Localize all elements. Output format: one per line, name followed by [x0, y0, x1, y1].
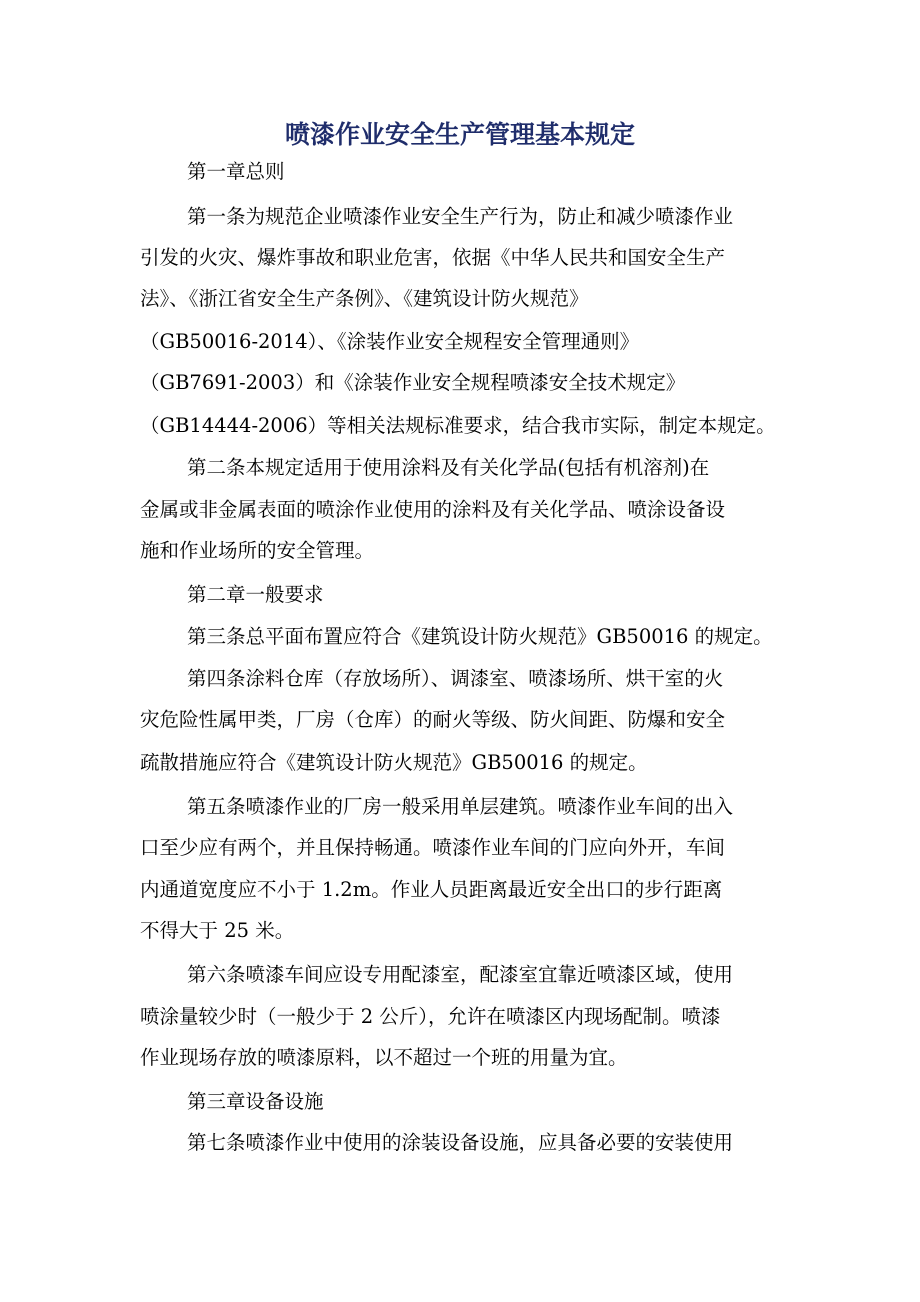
text-line: 第三条总平面布置应符合《建筑设计防火规范》GB50016 的规定。 — [187, 625, 773, 648]
text-line: 第五条喷漆作业的厂房一般采用单层建筑。喷漆作业车间的出入 — [187, 795, 734, 818]
text-line: 法》、《浙江省安全生产条例》、《建筑设计防火规范》 — [140, 287, 589, 310]
text-line: 口至少应有两个，并且保持畅通。喷漆作业车间的门应向外开，车间 — [140, 836, 726, 859]
text-line: 喷涂量较少时（一般少于 2 公斤），允许在喷漆区内现场配制。喷漆 — [140, 1005, 721, 1028]
chapter-heading-2: 第二章一般要求 — [187, 583, 324, 606]
text-line: 第一条为规范企业喷漆作业安全生产行为，防止和减少喷漆作业 — [187, 205, 734, 228]
text-line: 作业现场存放的喷漆原料，以不超过一个班的用量为宜。 — [140, 1046, 628, 1069]
text-line: （GB14444-2006）等相关法规标准要求，结合我市实际，制定本规定。 — [140, 414, 776, 437]
text-line: （GB7691-2003）和《涂装作业安全规程喷漆安全技术规定》 — [140, 371, 686, 394]
text-line: 金属或非金属表面的喷涂作业使用的涂料及有关化学品、喷涂设备设 — [140, 498, 726, 521]
text-line: 引发的火灾、爆炸事故和职业危害，依据《中华人民共和国安全生产 — [140, 246, 726, 269]
text-line: 第六条喷漆车间应设专用配漆室，配漆室宜靠近喷漆区域，使用 — [187, 963, 734, 986]
text-line: 第四条涂料仓库（存放场所）、调漆室、喷漆场所、烘干室的火 — [187, 667, 724, 690]
chapter-heading-3: 第三章设备设施 — [187, 1090, 324, 1113]
document-title: 喷漆作业安全生产管理基本规定 — [284, 120, 635, 149]
text-line: 灾危险性属甲类，厂房（仓库）的耐火等级、防火间距、防爆和安全 — [140, 708, 726, 731]
text-line: 施和作业场所的安全管理。 — [140, 539, 375, 562]
chapter-heading-1: 第一章总则 — [187, 160, 285, 183]
text-line: 内通道宽度应不小于 1.2m。作业人员距离最近安全出口的步行距离 — [140, 878, 723, 901]
text-line: 疏散措施应符合《建筑设计防火规范》GB50016 的规定。 — [140, 751, 648, 774]
text-line: 不得大于 25 米。 — [140, 919, 295, 942]
text-line: （GB50016-2014）、《涂装作业安全规程安全管理通则》 — [140, 330, 640, 353]
text-line: 第七条喷漆作业中使用的涂装设备设施，应具备必要的安装使用 — [187, 1131, 734, 1154]
text-line: 第二条本规定适用于使用涂料及有关化学品(包括有机溶剂)在 — [187, 456, 710, 479]
